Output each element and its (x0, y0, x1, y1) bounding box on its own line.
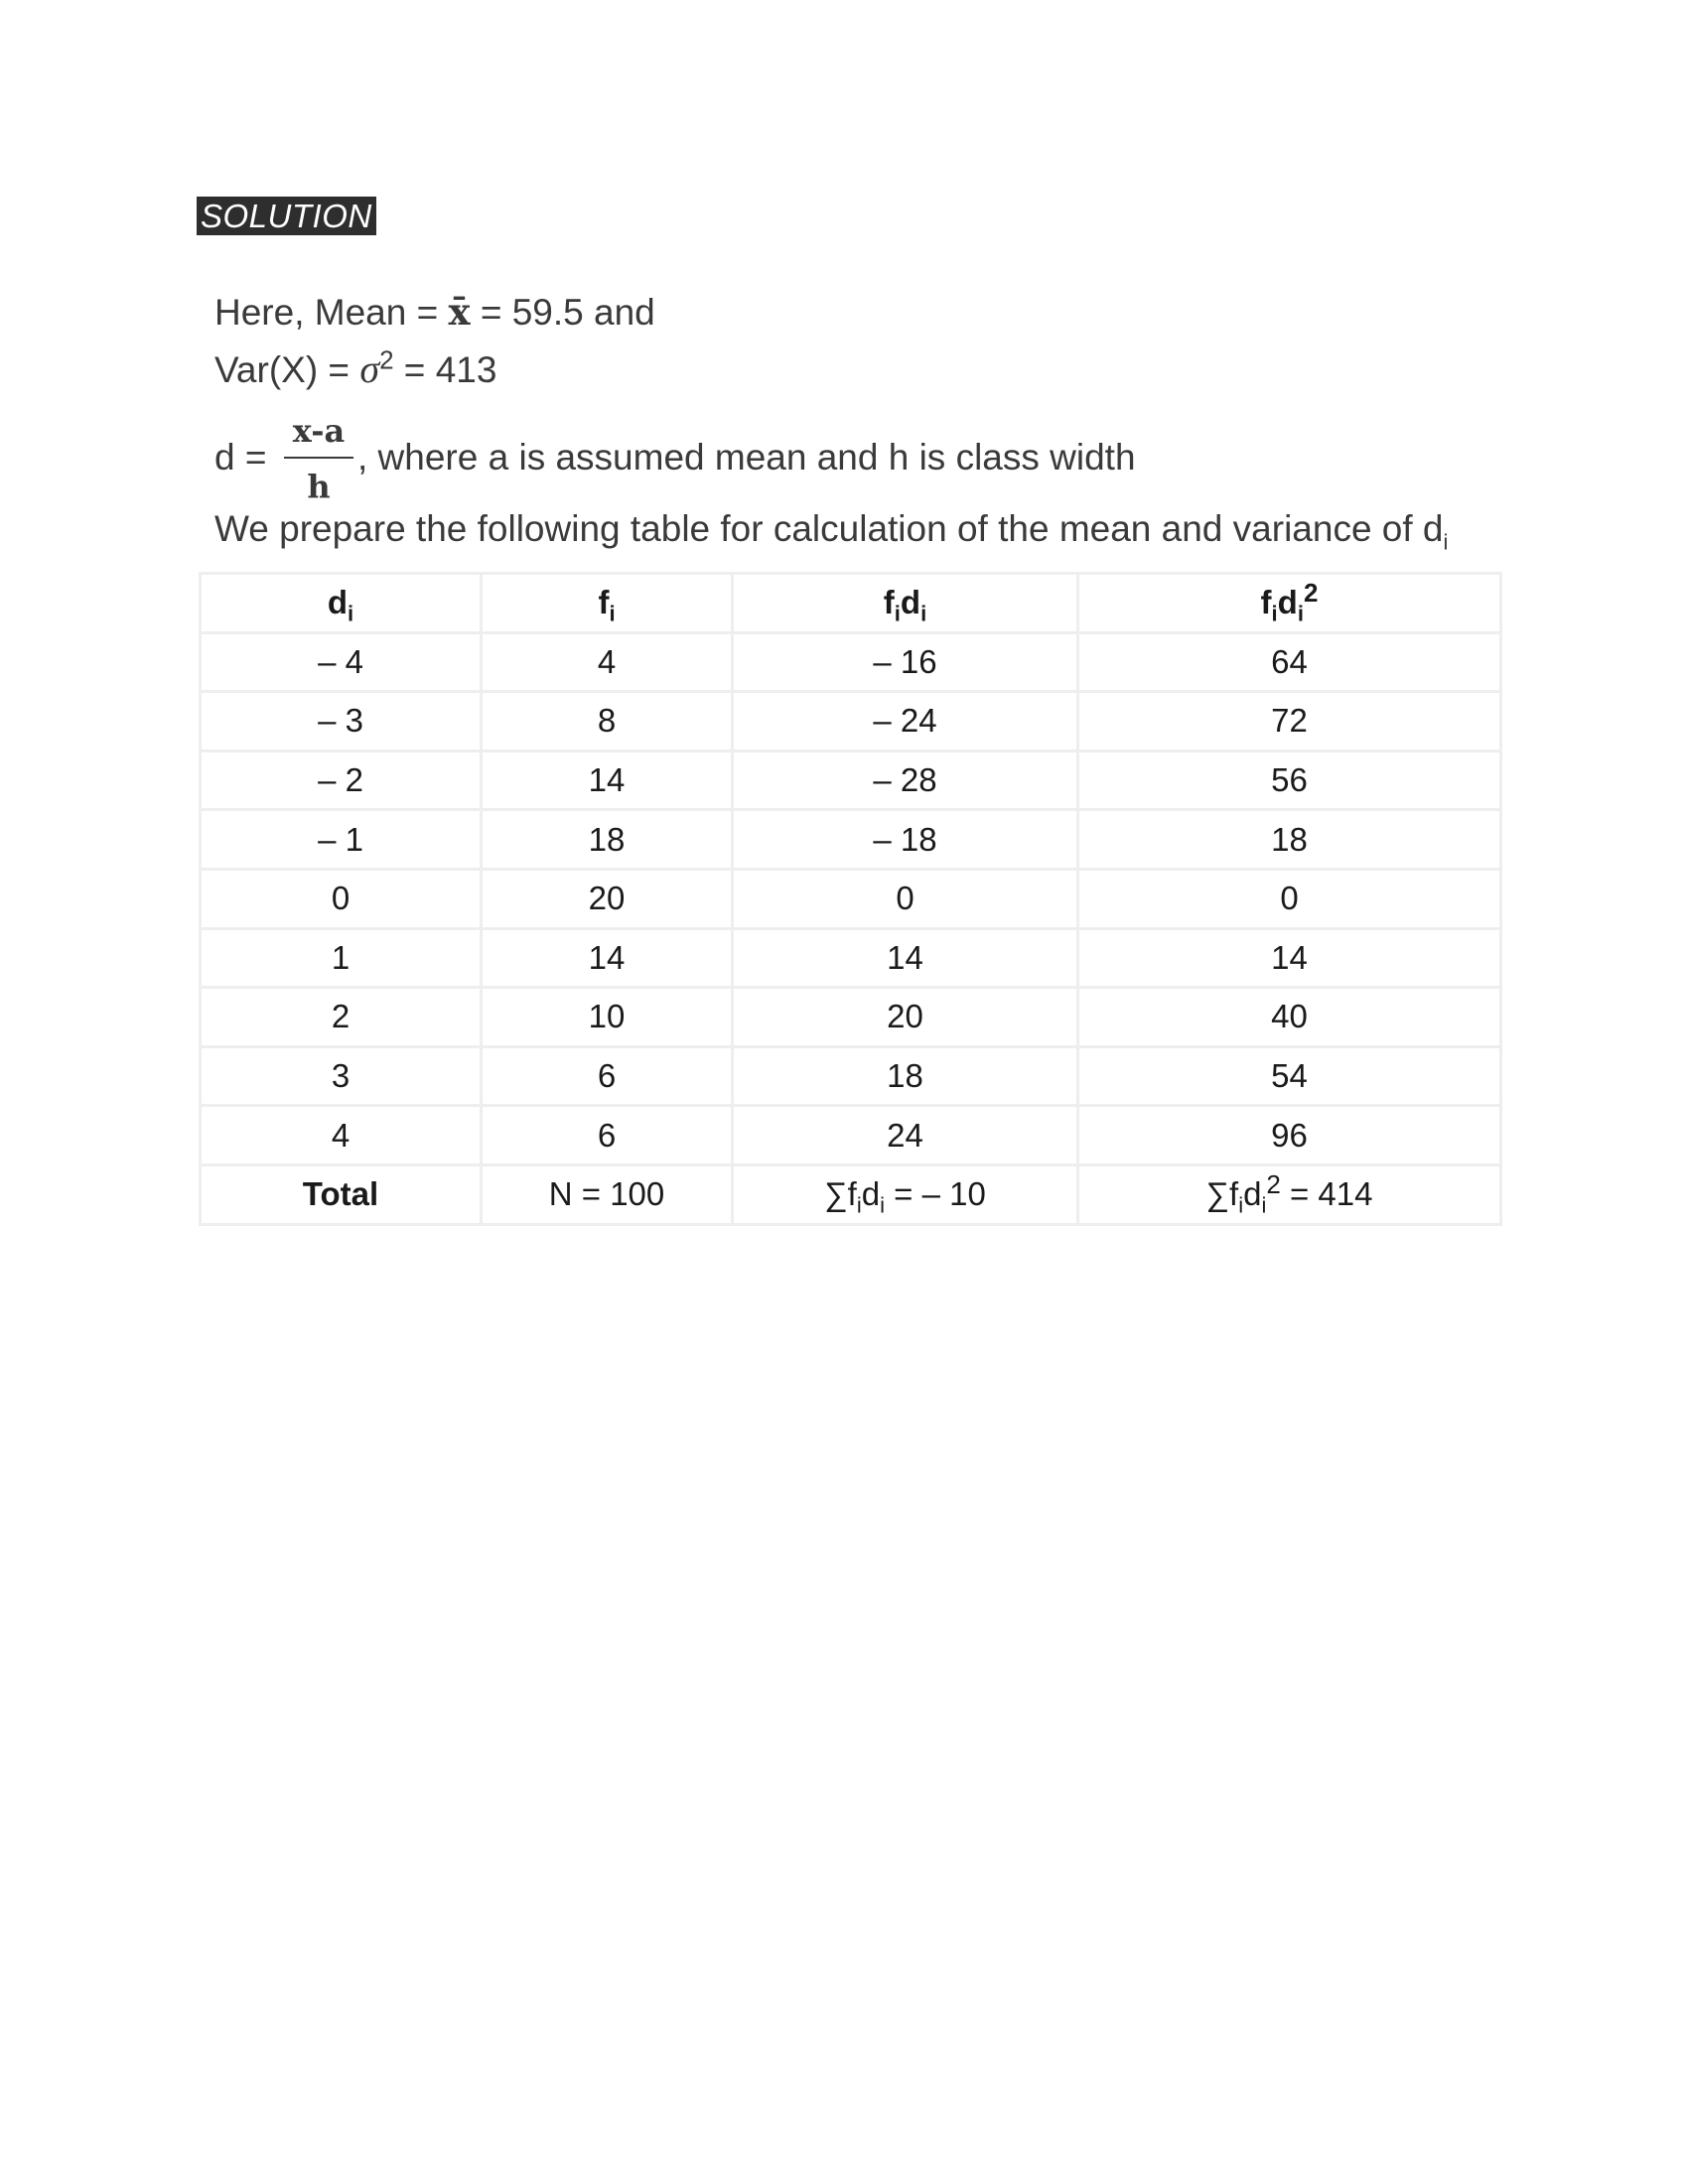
cell-di: 4 (201, 1106, 482, 1165)
cell-fidi2: 72 (1078, 692, 1501, 751)
cell-fidi: 20 (733, 988, 1078, 1047)
cell-fidi: 18 (733, 1046, 1078, 1106)
cell-fidi: 0 (733, 869, 1078, 928)
cell-di: – 2 (201, 751, 482, 810)
table-row (201, 869, 1501, 928)
table-row (201, 632, 1501, 692)
cell-fi: 20 (482, 869, 733, 928)
table-header-row (201, 574, 1501, 633)
table-total-row (201, 1164, 1501, 1224)
cell-fidi: – 24 (733, 692, 1078, 751)
fraction-bar (284, 457, 353, 459)
variance-statement (214, 344, 497, 392)
cell-fi: 8 (482, 692, 733, 751)
header-fi: $f_i$ (482, 574, 733, 633)
d-definition (214, 409, 1406, 508)
table-row (201, 692, 1501, 751)
total-n: N = 100 (482, 1164, 733, 1224)
cell-fidi2: 56 (1078, 751, 1501, 810)
d-label: d = (214, 437, 267, 478)
cell-di: – 4 (201, 632, 482, 692)
table-row (201, 1046, 1501, 1106)
var-prefix: Var(X) = (214, 349, 360, 390)
cell-fidi: 24 (733, 1106, 1078, 1165)
mean-symbol: x̄ (448, 290, 471, 334)
header-fidi2: $f_id_i^2$ (1078, 574, 1501, 633)
cell-fi: 6 (482, 1046, 733, 1106)
cell-fidi: – 18 (733, 810, 1078, 870)
cell-fidi2: 96 (1078, 1106, 1501, 1165)
cell-fidi2: 0 (1078, 869, 1501, 928)
table-row (201, 928, 1501, 988)
total-label: Total (201, 1164, 482, 1224)
cell-di: – 3 (201, 692, 482, 751)
cell-fidi2: 40 (1078, 988, 1501, 1047)
header-di: $d_i$ (201, 574, 482, 633)
cell-fidi: – 16 (733, 632, 1078, 692)
fraction (284, 409, 353, 508)
table-row (201, 1106, 1501, 1165)
cell-fi: 4 (482, 632, 733, 692)
mean-prefix: Here, Mean = (214, 292, 449, 333)
cell-di: – 1 (201, 810, 482, 870)
fraction-denominator: h (307, 468, 331, 505)
cell-fi: 6 (482, 1106, 733, 1165)
cell-di: 0 (201, 869, 482, 928)
cell-fidi: – 28 (733, 751, 1078, 810)
table-intro (214, 507, 1449, 555)
cell-fidi2: 64 (1078, 632, 1501, 692)
total-sum-fd2: $\sum f_id_i^2 = 414$ (1078, 1164, 1501, 1224)
cell-fi: 18 (482, 810, 733, 870)
header-fidi: $f_id_i$ (733, 574, 1078, 633)
table-row (201, 810, 1501, 870)
fraction-numerator: x-a (292, 412, 346, 450)
cell-di: 2 (201, 988, 482, 1047)
cell-di: 3 (201, 1046, 482, 1106)
table-intro-sub: i (1443, 529, 1449, 555)
calculation-table (199, 572, 1502, 1226)
total-sum-fd: $\sum f_id_i$ = – 10 (733, 1164, 1078, 1224)
mean-suffix: = 59.5 and (470, 292, 655, 333)
var-exponent: 2 (379, 344, 394, 375)
cell-fidi: 14 (733, 928, 1078, 988)
cell-fidi2: 54 (1078, 1046, 1501, 1106)
solution-badge: SOLUTION (197, 197, 376, 235)
cell-fi: 14 (482, 751, 733, 810)
table-intro-text: We prepare the following table for calculation of the mean and variance of d (214, 508, 1444, 549)
table-row (201, 988, 1501, 1047)
sigma-symbol: σ (359, 346, 380, 391)
cell-fi: 14 (482, 928, 733, 988)
table-body (201, 632, 1501, 1164)
cell-fidi2: 18 (1078, 810, 1501, 870)
mean-statement (214, 290, 655, 335)
d-definition-text: , where a is assumed mean and h is class width (357, 437, 1136, 478)
var-suffix: = 413 (393, 349, 497, 390)
cell-fi: 10 (482, 988, 733, 1047)
cell-di: 1 (201, 928, 482, 988)
calculation-table-wrapper (199, 572, 1499, 1226)
table-row (201, 751, 1501, 810)
cell-fidi2: 14 (1078, 928, 1501, 988)
